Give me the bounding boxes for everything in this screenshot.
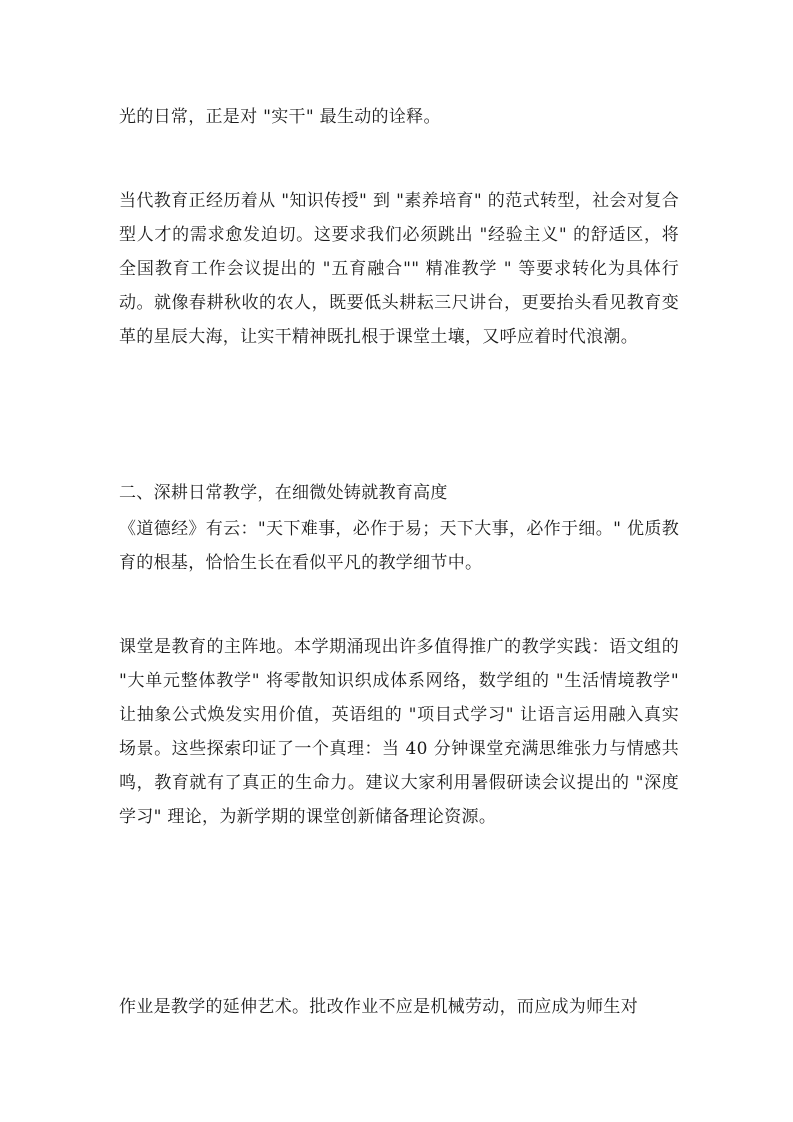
paragraph-continuation: 光的日常，正是对 "实干" 最生动的诠释。 (119, 107, 441, 127)
paragraph-homework: 作业是教学的延伸艺术。批改作业不应是机械劳动，而应成为师生对 (119, 997, 638, 1017)
paragraph-daodejing-quote: 《道德经》有云："天下难事，必作于易；天下大事，必作于细。" 优质教育的根基，恰恰生长在看似平凡的教学细节中。 (119, 519, 679, 573)
section-heading-two: 二、深耕日常教学，在细微处铸就教育高度 (119, 483, 448, 503)
paragraph-education-transformation: 当代教育正经历着从 "知识传授" 到 "素养培育" 的范式转型，社会对复合型人才的需求愈发迫切。这要求我们必须跳出 "经验主义" 的舒适区，将全国教育工作会议提出的 "五育融合"" 精准教学 " 等要求转化为具体行动。就像春耕秋收的农人，既要低头耕耘三尺讲台，更要抬头看见教育变革的星辰大海，让实干精神既扎根于课堂土壤，又呼应着时代浪潮。 (119, 191, 679, 347)
paragraph-classroom-practice: 课堂是教育的主阵地。本学期涌现出许多值得推广的教学实践：语文组的 "大单元整体教学" 将零散知识织成体系网络，数学组的 "生活情境教学" 让抽象公式焕发实用价值，英语组的 "项目式学习" 让语言运用融入真实场景。这些探索印证了一个真理：当 40 分钟课堂充满思维张力与情感共鸣，教育就有了真正的生命力。建议大家利用暑假研读会议提出的 "深度学习" 理论，为新学期的课堂创新储备理论资源。 (119, 637, 679, 827)
